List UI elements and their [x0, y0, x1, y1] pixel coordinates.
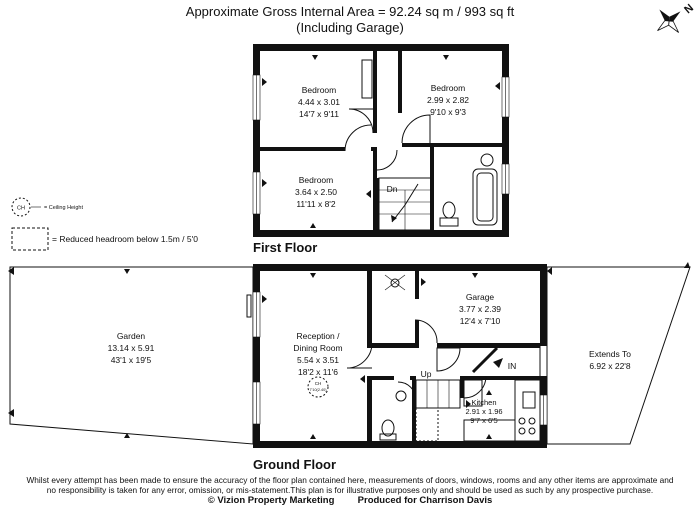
reception-imperial: 18'2 x 11'6: [298, 367, 338, 377]
bedroom-3-name: Bedroom: [298, 175, 334, 185]
legend-ch-code: CH: [17, 205, 25, 212]
gross-area-heading: Approximate Gross Internal Area = 92.24 sq m / 993 sq ft: [185, 4, 515, 19]
entrance-label: IN: [507, 361, 517, 371]
legend: [12, 198, 198, 250]
reception-metric: 5.54 x 3.51: [296, 355, 340, 365]
bedroom-1-metric: 4.44 x 3.01: [297, 97, 341, 107]
first-floor-stairs-label: Dn: [386, 184, 398, 194]
first-floor-plan: [253, 44, 509, 237]
garden-name: Garden: [116, 331, 146, 341]
footer-credits: [0, 495, 700, 507]
bedroom-3-imperial: 11'11 x 8'2: [296, 199, 336, 209]
garden-imperial: 43'1 x 19'5: [110, 355, 152, 365]
extends-to-value: 6.92 x 22'8: [589, 361, 631, 371]
disclaimer-line-1: Whilst every attempt has been made to ensure the accuracy of the floor plan contained here, measurements of doors, windows, rooms and any other items are approximate and: [26, 475, 674, 485]
bedroom-2-name: Bedroom: [430, 83, 466, 93]
ground-floor-stairs-label: Up: [420, 369, 432, 379]
kitchen-metric: 2.91 x 1.96: [465, 407, 503, 416]
copyright-text: © Vizion Property Marketing: [207, 495, 335, 506]
disclaimer-line-2: no responsibility is taken for any error, omission, or mis-statement.This plan is for illustrative purposes only and should be used as such by any prospective purchase.: [46, 485, 654, 495]
bedroom-1-name: Bedroom: [301, 85, 337, 95]
including-garage-note: (Including Garage): [296, 20, 404, 35]
bedroom-3-metric: 3.64 x 2.50: [294, 187, 338, 197]
extends-to-label: Extends To: [589, 349, 631, 359]
ceiling-height-marker: [308, 377, 328, 397]
ground-floor-title: Ground Floor: [253, 457, 337, 472]
garden-metric: 13.14 x 5.91: [107, 343, 155, 353]
garage-imperial: 12'4 x 7'10: [459, 316, 501, 326]
reduced-headroom-swatch: [12, 228, 48, 250]
bedroom-1-imperial: 14'7 x 9'11: [299, 109, 339, 119]
reception-ch-value: 7'10(2.40): [309, 388, 327, 392]
garage-name: Garage: [465, 292, 495, 302]
legend-ceiling-height-label: = Ceiling Height: [44, 205, 83, 211]
reception-name-line1: Reception /: [296, 331, 340, 341]
compass-north-label: N: [682, 1, 697, 17]
bedroom-2-metric: 2.99 x 2.82: [426, 95, 470, 105]
kitchen-name: Kitchen: [471, 398, 497, 407]
legend-reduced-headroom-label: = Reduced headroom below 1.5m / 5'0: [52, 234, 198, 244]
kitchen-imperial: 9'7 x 6'5: [470, 416, 498, 425]
produced-for-text: Produced for Charrison Davis: [357, 495, 493, 506]
first-floor-title: First Floor: [253, 240, 318, 255]
reception-ch-code: CH: [314, 381, 322, 386]
reception-name-line2: Dining Room: [293, 343, 343, 353]
bedroom-2-imperial: 9'10 x 9'3: [430, 107, 466, 117]
garage-metric: 3.77 x 2.39: [458, 304, 502, 314]
